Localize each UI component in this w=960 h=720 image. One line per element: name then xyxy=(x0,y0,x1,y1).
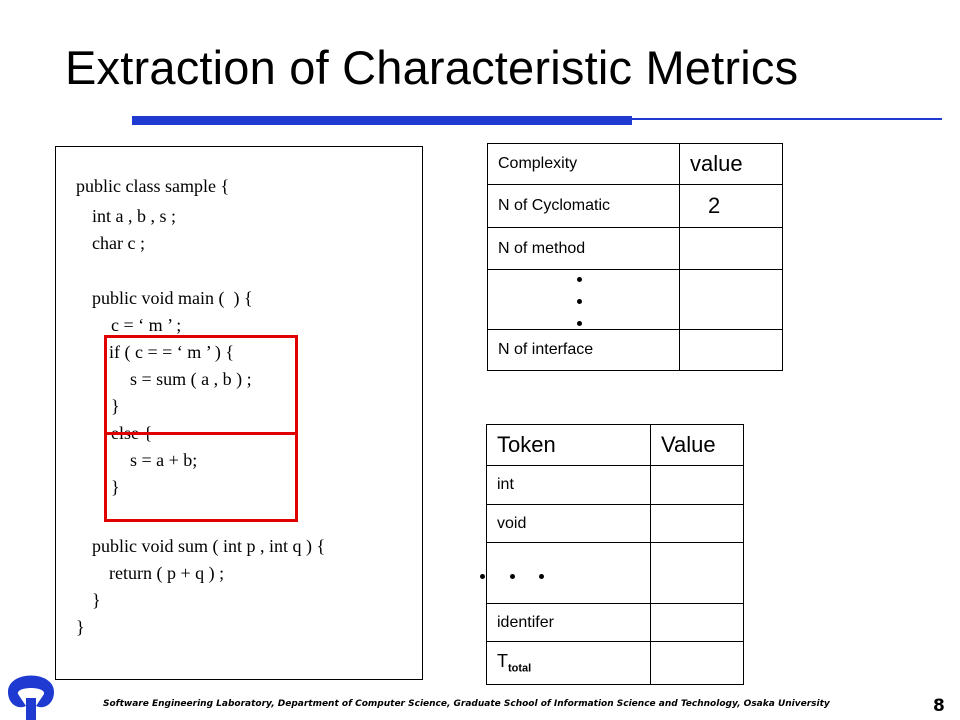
token-total-label xyxy=(487,642,651,685)
ellipsis-dot xyxy=(539,574,544,579)
code-line: int a , b , s ; xyxy=(92,206,176,226)
metrics-header-name: Complexity xyxy=(488,144,680,185)
ellipsis-dot xyxy=(577,299,582,304)
token-row-value xyxy=(651,505,744,543)
metrics-table xyxy=(487,143,783,371)
code-line: public class sample { xyxy=(76,176,230,196)
token-header: Token xyxy=(487,425,651,466)
slide-title: Extraction of Characteristic Metrics xyxy=(65,41,799,94)
ellipsis-dot xyxy=(510,574,515,579)
code-line: } xyxy=(92,590,101,610)
metrics-row-name: N of method xyxy=(488,228,680,270)
footer-text: Software Engineering Laboratory, Department of Computer Science, Graduate School of Information Science and Technology, Osaka University xyxy=(103,699,830,709)
metrics-ellipsis-value xyxy=(680,270,783,330)
code-line: char c ; xyxy=(92,233,145,253)
token-row-value xyxy=(651,604,744,642)
token-total-value xyxy=(651,642,744,685)
ellipsis-dot xyxy=(577,277,582,282)
ellipsis-dot xyxy=(480,574,485,579)
metrics-row-value: 2 xyxy=(680,185,783,228)
code-line: c = ‘ m ’ ; xyxy=(111,315,182,335)
code-line: s = sum ( a , b ) ; xyxy=(130,369,252,389)
code-line: } xyxy=(111,477,120,497)
token-row-name: void xyxy=(487,505,651,543)
code-line: } xyxy=(76,617,85,637)
code-line: return ( p + q ) ; xyxy=(109,563,225,583)
code-line: public void sum ( int p , int q ) { xyxy=(92,536,326,556)
code-line: else { xyxy=(111,423,153,443)
metrics-row-name: N of interface xyxy=(488,330,680,371)
total-t: T xyxy=(497,651,508,672)
total-subscript: total xyxy=(508,662,532,675)
token-ellipsis-cell xyxy=(487,543,651,604)
token-row-value xyxy=(651,466,744,505)
if-block-highlight xyxy=(104,335,298,435)
token-row-name: identifer xyxy=(487,604,651,642)
token-row-name: int xyxy=(487,466,651,505)
metrics-ellipsis-cell xyxy=(488,270,680,330)
code-line: s = a + b; xyxy=(130,450,198,470)
metrics-row-value xyxy=(680,330,783,371)
lab-logo-icon xyxy=(0,658,62,720)
metrics-header-value: value xyxy=(680,144,783,185)
ellipsis-dot xyxy=(577,321,582,326)
token-value-header: Value xyxy=(651,425,744,466)
token-ellipsis-value xyxy=(651,543,744,604)
page-number: 8 xyxy=(933,696,945,716)
code-line: } xyxy=(111,396,120,416)
code-line: if ( c = = ‘ m ’ ) { xyxy=(109,342,235,362)
token-table xyxy=(486,424,744,685)
title-underline-thin xyxy=(632,118,942,120)
title-underline-thick xyxy=(132,116,632,125)
metrics-row-name: N of Cyclomatic xyxy=(488,185,680,228)
else-block-highlight xyxy=(104,432,298,522)
code-line: public void main ( ) { xyxy=(92,288,253,308)
metrics-row-value xyxy=(680,228,783,270)
